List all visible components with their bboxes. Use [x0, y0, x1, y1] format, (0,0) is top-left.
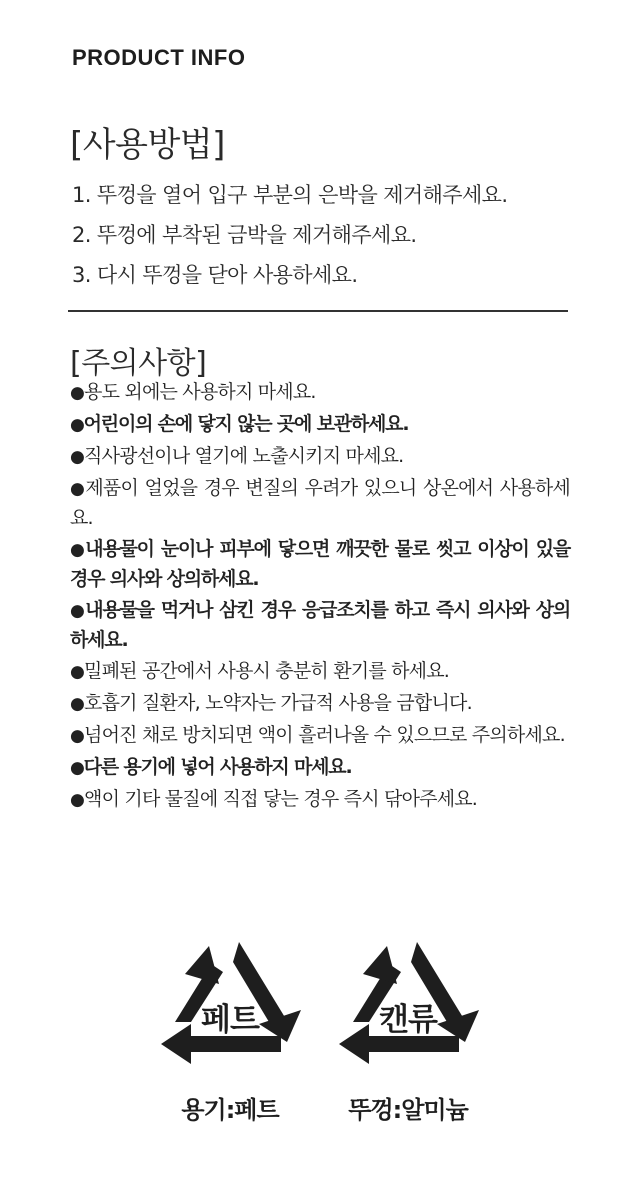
caution-text: 넘어진 채로 방치되면 액이 흘러나올 수 있으므로 주의하세요.	[84, 724, 565, 746]
bullet-icon: ●	[70, 540, 86, 560]
bullet-icon: ●	[70, 479, 86, 499]
caution-section-title: [주의사항]	[70, 346, 207, 381]
usage-step: 3. 다시 뚜껑을 닫아 사용하세요.	[72, 263, 358, 287]
caution-text: 어린이의 손에 닿지 않는 곳에 보관하세요.	[83, 413, 409, 435]
caution-text: 다른 용기에 넣어 사용하지 마세요.	[83, 756, 352, 778]
usage-step: 1. 뚜껑을 열어 입구 부분의 은박을 제거해주세요.	[72, 183, 508, 207]
caution-text: 내용물을 먹거나 삼킨 경우 응급조치를 하고 즉시 의사와 상의하세요.	[70, 599, 570, 651]
bullet-icon: ●	[70, 694, 85, 714]
caution-item	[70, 596, 570, 655]
recycle-caption-cap: 뚜껑:알미늄	[348, 1096, 468, 1124]
caution-item	[70, 535, 570, 594]
caution-item	[70, 753, 570, 783]
caution-item	[70, 721, 570, 751]
usage-step: 2. 뚜껑에 부착된 금박을 제거해주세요.	[72, 223, 417, 247]
recycle-mark-label: 페트	[201, 1002, 259, 1038]
caution-text: 직사광선이나 열기에 노출시키지 마세요.	[84, 445, 404, 467]
bullet-icon: ●	[70, 383, 85, 403]
caution-item	[70, 785, 570, 815]
caution-text: 제품이 얼었을 경우 변질의 우려가 있으니 상온에서 사용하세요.	[70, 477, 570, 529]
bullet-icon: ●	[70, 447, 85, 467]
caution-item	[70, 657, 570, 687]
caution-text: 밀폐된 공간에서 사용시 충분히 환기를 하세요.	[84, 660, 450, 682]
recycle-mark-label: 캔류	[379, 1002, 437, 1038]
caution-item	[70, 410, 570, 440]
caution-item	[70, 689, 570, 719]
section-divider	[68, 310, 568, 312]
caution-list	[70, 378, 570, 817]
bullet-icon: ●	[70, 726, 85, 746]
bullet-icon: ●	[70, 662, 85, 682]
bullet-icon: ●	[70, 415, 84, 435]
usage-list	[72, 180, 572, 300]
caution-text: 호흡기 질환자, 노약자는 가급적 사용을 금합니다.	[84, 692, 472, 714]
caution-item	[70, 378, 570, 408]
caution-text: 내용물이 눈이나 피부에 닿으면 깨끗한 물로 씻고 이상이 있을 경우 의사와 상의하세요.	[70, 538, 570, 590]
usage-section-title: [사용방법]	[70, 125, 225, 165]
caution-text: 용도 외에는 사용하지 마세요.	[84, 381, 316, 403]
recycle-mark-can	[333, 938, 483, 1078]
caution-item	[70, 442, 570, 472]
caution-text: 액이 기타 물질에 직접 닿는 경우 즉시 닦아주세요.	[84, 788, 478, 810]
bullet-icon: ●	[70, 758, 84, 778]
recycle-caption-container: 용기:페트	[181, 1096, 279, 1124]
bullet-icon: ●	[70, 601, 86, 621]
recycle-mark-pet	[155, 938, 305, 1078]
bullet-icon: ●	[70, 790, 85, 810]
page-title: PRODUCT INFO	[72, 45, 246, 70]
caution-item	[70, 474, 570, 533]
